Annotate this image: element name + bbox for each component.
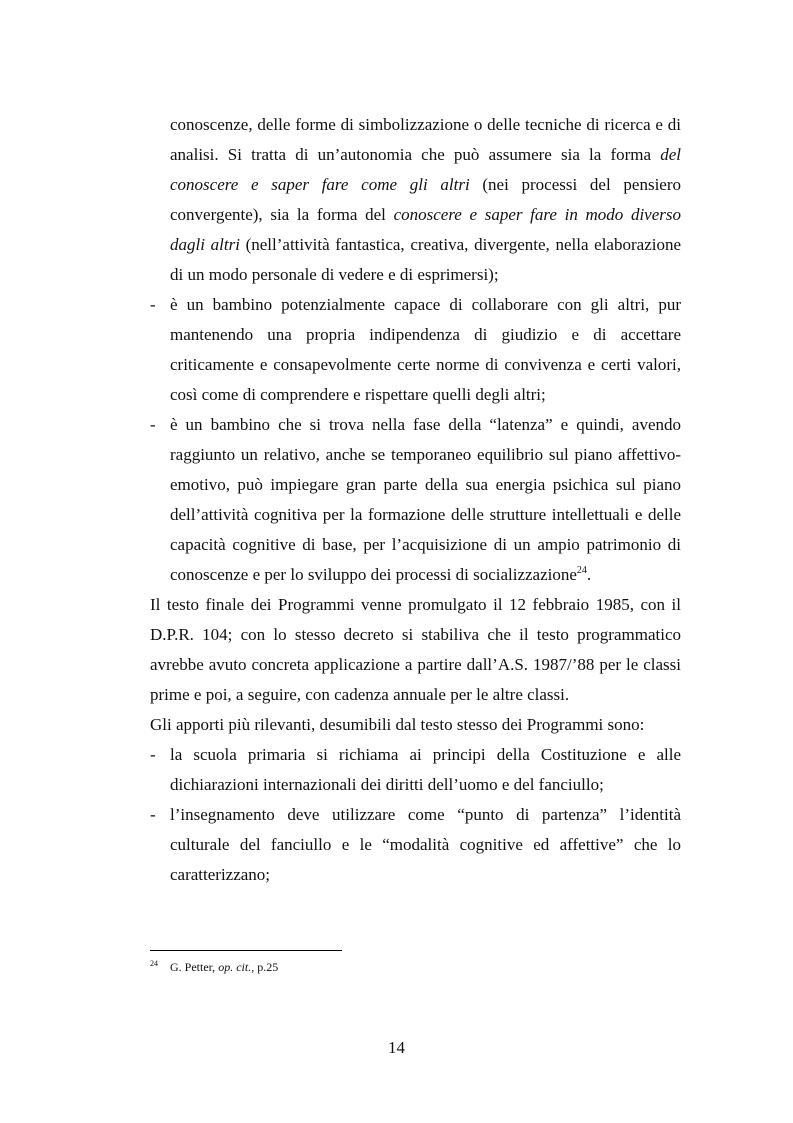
list-item-text: la scuola primaria si richiama ai principi della Costituzione e alle dichiarazioni internazionali dei diritti dell’uomo e del fanciullo; [170, 745, 681, 794]
list-dash: - [150, 805, 156, 824]
page-number: 14 [388, 1038, 405, 1057]
footnote-page: , p.25 [251, 960, 279, 974]
list-dash: - [150, 745, 156, 764]
list-dash: - [150, 295, 156, 314]
list-item [150, 290, 681, 410]
footnote-ref: op. cit. [218, 960, 252, 974]
list-item [150, 740, 681, 800]
paragraph-contributions: Gli apporti più rilevanti, desumibili dal testo stesso dei Programmi sono: [150, 715, 645, 734]
list-item [150, 800, 681, 890]
continuation-paragraph [150, 110, 681, 290]
continuation-italic-1: del conoscere e saper fare come gli altri [170, 145, 681, 194]
continuation-text-2: (nei processi del pensiero convergente), sia la forma del [170, 175, 681, 224]
list-item [150, 410, 681, 590]
body-text [150, 110, 681, 890]
continuation-italic-2: conoscere e saper fare in modo diverso dagli altri [170, 205, 682, 254]
continuation-text-3: (nell’attività fantastica, creativa, divergente, nella elaborazione di un modo personale di vedere e di esprimersi); [170, 235, 682, 284]
continuation-text-1: conoscenze, delle forme di simbolizzazione o delle tecniche di ricerca e di analisi. Si tratta di un’autonomia che può assumere sia la forma [170, 115, 681, 164]
list-item-text: è un bambino potenzialmente capace di collaborare con gli altri, pur mantenendo una propria indipendenza di giudizio e di accettare criticamente e consapevolmente certe norme di convivenza e certi valori, così come di comprendere e rispettare quelli degli altri; [170, 295, 681, 404]
footnote-author: G. Petter, [170, 960, 219, 974]
footnote [150, 956, 681, 975]
list-item-text: l’insegnamento deve utilizzare come “punto di partenza” l’identità culturale del fanciullo e le “modalità cognitive ed affettive” che lo caratterizzano; [170, 805, 681, 884]
footnote-reference[interactable]: 24 [576, 565, 587, 576]
footnote-separator [150, 950, 342, 951]
list-item-tail: . [586, 565, 592, 584]
footnote-mark: 24 [150, 959, 158, 968]
list-dash: - [150, 415, 156, 434]
paragraph-promulgation: Il testo finale dei Programmi venne promulgato il 12 febbraio 1985, con il D.P.R. 104; con lo stesso decreto si stabiliva che il testo programmatico avrebbe avuto concreta applicazione a partire dall’A.S. 1987/’88 per le classi prime e poi, a seguire, con cadenza annuale per le altre classi. [150, 595, 681, 704]
list-item-text: è un bambino che si trova nella fase della “latenza” e quindi, avendo raggiunto un relativo, anche se temporaneo equilibrio sul piano affettivo-emotivo, può impiegare gran parte della sua energia psichica sul piano dell’attività cognitiva per la formazione delle strutture intellettuali e delle capacità cognitive di base, per l’acquisizione di un ampio patrimonio di conoscenze e per lo sviluppo dei processi di socializzazione [170, 415, 681, 584]
